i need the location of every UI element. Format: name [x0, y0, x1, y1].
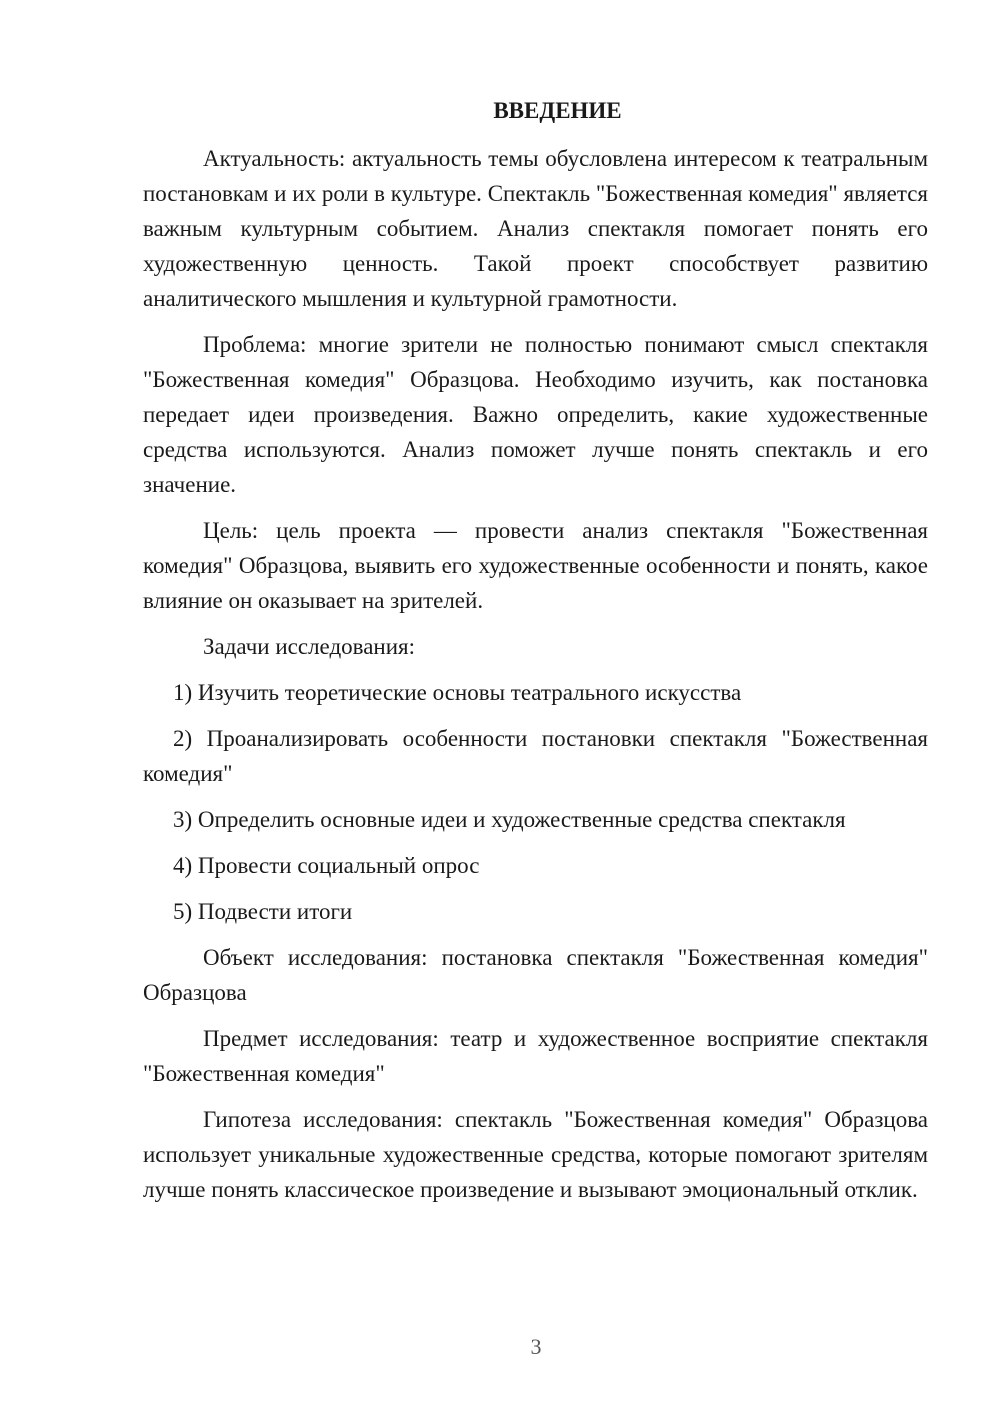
relevance-paragraph: Актуальность: актуальность темы обусловлена интересом к театральным постановкам и их роли в культуре. Спектакль "Божественная комедия" является важным культурным событием. Анализ спектакля помогает понять его художественную ценность. Такой проект способствует развитию аналитического мышления и культурной грамотности. [143, 146, 928, 311]
page-content [143, 93, 928, 1207]
task-item-4: 4) Провести социальный опрос [173, 853, 480, 878]
tasks-title: Задачи исследования: [203, 634, 416, 659]
task-item-1: 1) Изучить теоретические основы театрального искусства [173, 680, 742, 705]
page-title: ВВЕДЕНИЕ [493, 98, 622, 123]
object-paragraph: Объект исследования: постановка спектакля "Божественная комедия" Образцова [143, 945, 928, 1005]
task-item-2: 2) Проанализировать особенности постановки спектакля "Божественная комедия" [143, 726, 928, 786]
task-item-3: 3) Определить основные идеи и художественные средства спектакля [173, 807, 846, 832]
hypothesis-paragraph: Гипотеза исследования: спектакль "Божественная комедия" Образцова использует уникальные художественные средства, которые помогают зрителям лучше понять классическое произведение и вызывают эмоциональный отклик. [143, 1107, 928, 1202]
subject-paragraph: Предмет исследования: театр и художественное восприятие спектакля "Божественная комедия" [143, 1026, 928, 1086]
task-item-5: 5) Подвести итоги [173, 899, 353, 924]
goal-paragraph: Цель: цель проекта — провести анализ спектакля "Божественная комедия" Образцова, выявить его художественные особенности и понять, какое влияние он оказывает на зрителей. [143, 518, 928, 613]
page-number: 3 [530, 1334, 542, 1359]
problem-paragraph: Проблема: многие зрители не полностью понимают смысл спектакля "Божественная комедия" Образцова. Необходимо изучить, как постановка передает идеи произведения. Важно определить, какие художественные средства используются. Анализ поможет лучше понять спектакль и его значение. [143, 332, 928, 497]
